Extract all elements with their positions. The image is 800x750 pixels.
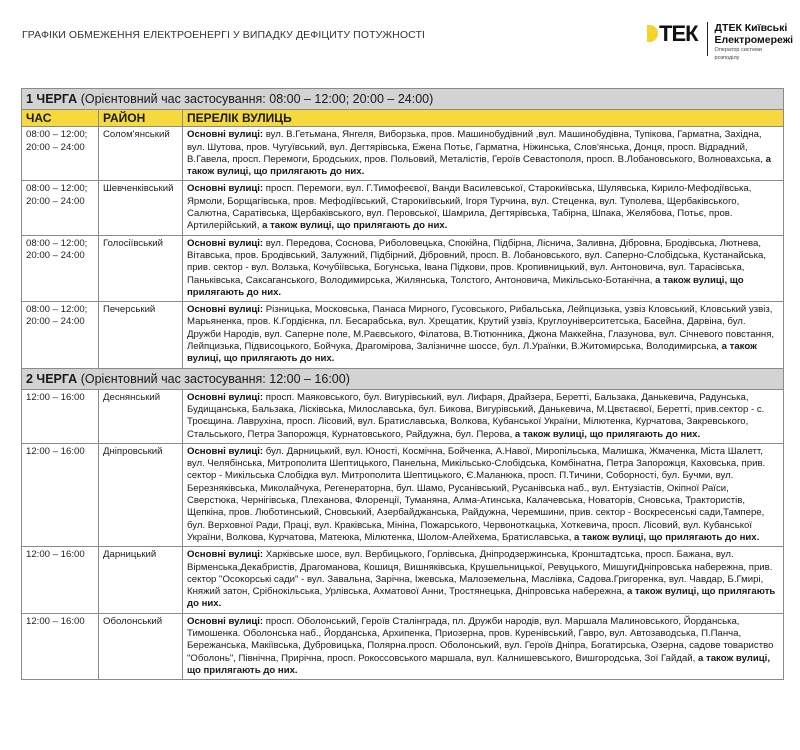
streets-list: вул. Передова, Соснова, Риболовецька, Спокійна, Підбірна, Ліснича, Заливна, Дібровна, Бродівська, Лютнева, Вітавська, пров. Бродівський, Залужний, Підбірний, Дібровний, просп. В. Лобановського, вул. Саперно-Слобідська, Кустанайська, прив. сектор - вул. Волзька, Кочубіївська, Богунська, Івана Підкови, пров. Кропивницький, вул. Антоновича, вул. Тарасівська, Паньківська, Саксаганського, Володимирська, Жилянська, Толстого, Антоновича, Микільсько-Ботанічна, (187, 237, 766, 286)
streets-cell (183, 181, 784, 235)
queue-title: 2 ЧЕРГА (26, 371, 78, 386)
table-row (22, 443, 784, 546)
district-cell: Дніпровський (99, 443, 183, 546)
district-cell: Оболонський (99, 613, 183, 679)
column-header-time: ЧАС (22, 110, 99, 127)
dtek-logo-mark (645, 22, 698, 46)
streets-cell (183, 443, 784, 546)
main-streets-label: Основні вулиці: (187, 615, 264, 627)
streets-list: просп. Маяковського, бул. Вигурівський, вул. Лифаря, Драйзера, Беретті, Бальзака, Данькевича, Радунська, Будищанська, Бальзака, Лісківська, Милославська, бул. Бикова, Вигурівський, Данькевича, М.Цвєтаєвої, Беретті, прив.сектор - с. Троєщина. Лаврухіна, просп. Лісовий, вул. Братиславська, Волкова, Кубанської України, Мілютенка, Курчатова, Закревського, Стальського, Петра Запорожця, Курнатовського, Райдужна, бул. Перова, (187, 391, 765, 440)
streets-list: вул. В.Гетьмана, Янгеля, Виборзька, пров. Машинобудівний ,вул. Машинобудівна, Тупікова, Гарматна, Західна, вул. Шутова, пров. Чугуївський, вул. Дегтярівська, Ежена Потьє, Гарматна, Ніжинська, Слов'янська, Донця, просп. Відрадний, В.Гавела, просп. Перемоги, Бродських, пров. Польовий, Металістів, Героїв Севастополя, просп. В.Лобановського, Волновахська, (187, 129, 763, 165)
queue-1-header (22, 89, 784, 110)
adjacent-streets-note: а також вулиці, що прилягають до них. (262, 220, 448, 232)
time-cell: 12:00 – 16:00 (22, 389, 99, 443)
logo-divider (707, 22, 708, 56)
main-streets-label: Основні вулиці: (187, 391, 264, 403)
main-streets-label: Основні вулиці: (187, 445, 264, 457)
time-cell: 12:00 – 16:00 (22, 613, 99, 679)
logo-sub-line1: Оператор системи (714, 47, 762, 53)
main-streets-label: Основні вулиці: (187, 549, 264, 561)
district-cell: Печерський (99, 302, 183, 368)
adjacent-streets-note: а також вулиці, що прилягають до них. (187, 586, 776, 610)
queue-note: (Орієнтовний час застосування: 08:00 – 12:00; 20:00 – 24:00) (80, 92, 434, 106)
adjacent-streets-note: а також вулиці, що прилягають до них. (574, 531, 760, 543)
queue-note: (Орієнтовний час застосування: 12:00 – 16:00) (80, 371, 350, 386)
queue-title: 1 ЧЕРГА (26, 92, 78, 106)
logo-name-line1: ДТЕК Київські (714, 22, 788, 34)
table-row (22, 127, 784, 181)
adjacent-streets-note: а також вулиці, що прилягають до них. (514, 428, 701, 440)
time-cell: 08:00 – 12:00; 20:00 – 24:00 (22, 127, 99, 181)
district-cell: Шевченківський (99, 181, 183, 235)
main-streets-label: Основні вулиці: (187, 237, 264, 249)
time-cell: 08:00 – 12:00; 20:00 – 24:00 (22, 302, 99, 368)
streets-list: просп. Оболонський, Героїв Сталінграда, пл. Дружби народів, вул. Маршала Малиновського, Йорданська, Тимошенка. Оболонська наб., Йорданська, Архипенка, Приозерна, пров. Куренівський, Гавро, вул. Автозаводська, П.Панча, Бережанська, Макіївська, Дубровицька, Полярна.просп. Оболонський, вул. Героїв Дніпра, Богатирська, Озерна, садове товариство "Оболонь", Північна, Прирічна, просп. Рокоссовського маршала, вул. Калнишевського, Вишгородська, Зої Гайдай, (187, 615, 774, 664)
table-row (22, 613, 784, 679)
table-row (22, 181, 784, 235)
adjacent-streets-note: а також вулиці, що прилягають до них. (187, 153, 771, 178)
adjacent-streets-note: а також вулиці, що прилягають до них. (187, 652, 770, 676)
logo-text (715, 22, 794, 62)
main-streets-label: Основні вулиці: (187, 129, 264, 141)
queue-2-header (22, 368, 784, 389)
district-cell: Солом'янський (99, 127, 183, 181)
main-streets-label: Основні вулиці: (187, 304, 264, 316)
table-row (22, 389, 784, 443)
adjacent-streets-note: а також вулиці, що прилягають до них. (187, 274, 744, 298)
district-cell: Дарницький (99, 547, 183, 613)
streets-list: Різницька, Московська, Панаса Мирного, Гусовського, Рибальська, Лейпцизька, узвіз Кловський, Кловський узвіз, Марьяненка, пров. К.Гордієнка, пл. Бесарабська, вул. Хрещатик, Крутий узвіз, Круглоуніверситетська, Басейна, Дарвіна, бул. Дружби Народів, вул. Саперне поле, М.Раєвського, Філатова, В.Тютюнника, Джона Маккейна, Глазунова, вул. Січневого повстання, Лейпцизька, Підвисоцького, Бойчука, Драгомірова, Залізничне шоссе, бул. Л.Ураїнки, В.Житомирська, Володимирська, (187, 304, 775, 353)
column-header-district: РАЙОН (99, 110, 183, 127)
table-row (22, 235, 784, 301)
district-cell: Деснянський (99, 389, 183, 443)
logo-sub-line2: розподілу (714, 55, 740, 61)
streets-cell (183, 613, 784, 679)
document-title: ГРАФІКИ ОБМЕЖЕННЯ ЕЛЕКТРОЕНЕРГІ У ВИПАДКУ ДЕФІЦИТУ ПОТУЖНОСТІ (22, 29, 425, 41)
streets-cell (183, 547, 784, 613)
streets-list: просп. Перемоги, вул. Г.Тимофеєвої, Ванди Василевської, Старокиївська, Шулявська, Кирило-Мефодіївська, Ярмоли, Борщагівська, пров. Мефодіївський, Старокиївський, Ігоря Турчина, вул. Стеценка, вул. Туполева, Щербаківського, Салютна, Саратівська, Щербаківського, вул. Перовської, Шамрила, Дегтярівська, Табірна, Шпака, Желябова, Потьє, пров. Артилерійський, (187, 183, 752, 232)
time-cell: 12:00 – 16:00 (22, 443, 99, 546)
time-cell: 08:00 – 12:00; 20:00 – 24:00 (22, 181, 99, 235)
time-cell: 08:00 – 12:00; 20:00 – 24:00 (22, 235, 99, 301)
streets-cell (183, 389, 784, 443)
column-headers (22, 110, 784, 127)
table-row (22, 302, 784, 368)
logo-d-icon (647, 25, 658, 42)
outage-schedule-table (21, 88, 784, 680)
streets-cell (183, 235, 784, 301)
dtek-logo (645, 22, 793, 62)
logo-mark-text: ТЕК (659, 21, 698, 46)
district-cell: Голосіївський (99, 235, 183, 301)
streets-cell (183, 127, 784, 181)
streets-list: Харківське шосе, вул. Вербицького, Горлівська, Дніпродзержинська, Кронштадтська, просп. Бажана, вул. Вірменська,Декабристів, Драгоманова, Кошиця, Вишняківська, Крушельницької, Ревуцького, МишугиДніпровська набережна, прив. сектор "Осокорські сади" - вул. Завальна, Зарічна, Іжевська, Малоземельна, Маслівка, Садова.Григоренка, вул. Чавдар, Б.Гмирі, Княжий затон, Срібнокільська, Урлівська, Ахматової Анни, Тростянецька, Дніпровська набережна, (187, 549, 773, 598)
column-header-streets: ПЕРЕЛІК ВУЛИЦЬ (183, 110, 784, 127)
time-cell: 12:00 – 16:00 (22, 547, 99, 613)
logo-name-line2: Електромережі (714, 34, 794, 46)
table-row (22, 547, 784, 613)
main-streets-label: Основні вулиці: (187, 183, 264, 195)
streets-cell (183, 302, 784, 368)
streets-list: бул. Дарницький, вул. Юності, Космічна, Бойченка, А.Навої, Миропільська, Малишка, Жмаченка, Міста Шалетт, вул. Челябінська, Митрополита Шептицького, Панельна, Микільсько-Слобідська, Комбінатна, Петра Запорожця, Каховська, прив. сектор - Микільська Слобідка вул. Митрополита Шептицького, Є.Маланюка, просп. П.Тичини, Соборності, бул. Бучми, вул. Березняківська, Миколайчука, Регенераторна, бул. Шамо, Русанівський, Русанівська наб., вул. Ентузіастів, Окіпної Раїси, Сверстюка, Чернігівська, Плеханова, Флоренції, Туманяна, Алма-Атинська, Калачевська, Новаторів, Сновська, Трактористів, Щепкіна, пров. Люботинський, Сновський, Азербайджанська, Райдужна, Черемшини, прив. сектор - Воскресенські сади,Тампере, бул. Верховної Ради, Праці, вул. Краківська, Мініна, Пожарського, Червоноткацька, Хоткевича, просп. Лісовий, вул. Кубанської України, Волкова, Курчатова, Матеюка, Мілютенка, Шолом-Алейхема, Братиславська, (187, 445, 766, 543)
adjacent-streets-note: а також вулиці, що прилягають до них. (187, 341, 757, 365)
